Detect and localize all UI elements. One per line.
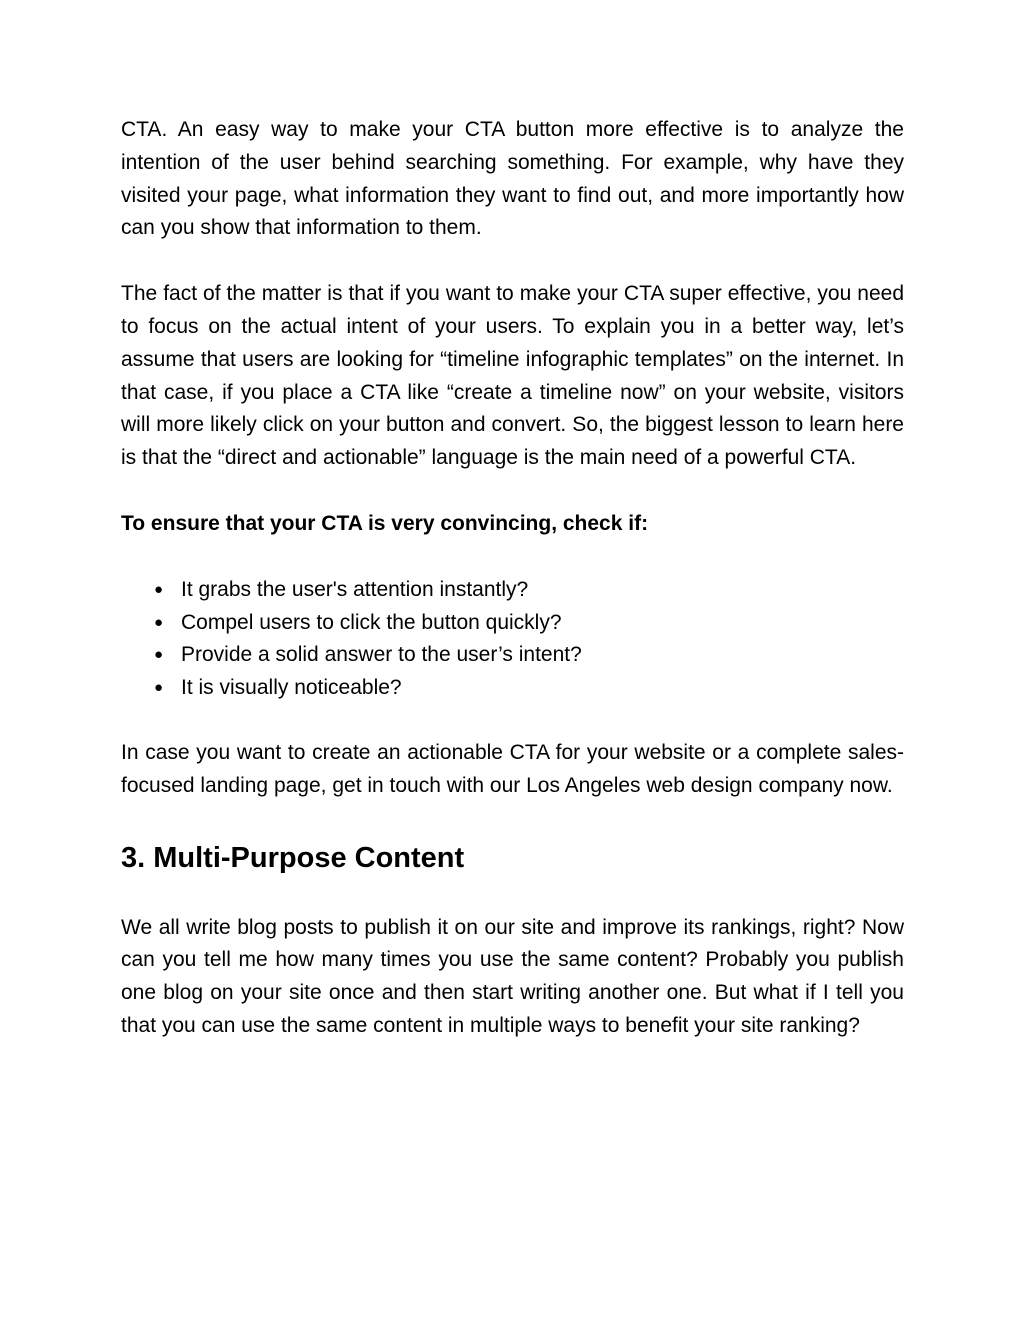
list-item: [121, 639, 904, 672]
list-item: [121, 607, 904, 640]
section-heading: 3. Multi-Purpose Content: [121, 841, 465, 874]
paragraph-user-intent: The fact of the matter is that if you want to make your CTA super effective, you need to focus on the actual intent of your users. To explain you in a better way, let’s assume that users are looking for “timeline infographic templates” on the internet. In that case, if you place a CTA like “create a timeline now” on your website, visitors will more likely click on your button and convert. So, the biggest lesson to learn here is that the “direct and actionable” language is the main need of a powerful CTA.: [121, 282, 904, 470]
list-item-text: It is visually noticeable?: [181, 676, 402, 700]
document-page: [121, 114, 904, 1043]
bullet-icon: ●: [154, 679, 164, 697]
list-item-text: Provide a solid answer to the user’s intent?: [181, 643, 582, 667]
paragraph-cta-intro: CTA. An easy way to make your CTA button more effective is to analyze the intention of the user behind searching something. For example, why have they visited your page, what information they want to find out, and more importantly how can you show that information to them.: [121, 118, 904, 240]
bullet-icon: ●: [154, 580, 164, 598]
list-item-text: It grabs the user's attention instantly?: [181, 577, 529, 601]
bullet-icon: ●: [154, 646, 164, 664]
bullet-icon: ●: [154, 613, 164, 631]
paragraph-multi-purpose: We all write blog posts to publish it on our site and improve its rankings, right? Now can you tell me how many times you use the same content? Probably you publish one blog on your site once and then start writing another one. But what if I tell you that you can use the same content in multiple ways to benefit your site ranking?: [121, 915, 904, 1037]
checklist-lead: To ensure that your CTA is very convincing, check if:: [121, 511, 649, 535]
list-item: [121, 574, 904, 607]
checklist: [121, 574, 904, 705]
paragraph-contact: In case you want to create an actionable CTA for your website or a complete sales-focused landing page, get in touch with our Los Angeles web design company now.: [121, 740, 904, 797]
list-item: [121, 672, 904, 705]
list-item-text: Compel users to click the button quickly?: [181, 610, 562, 634]
